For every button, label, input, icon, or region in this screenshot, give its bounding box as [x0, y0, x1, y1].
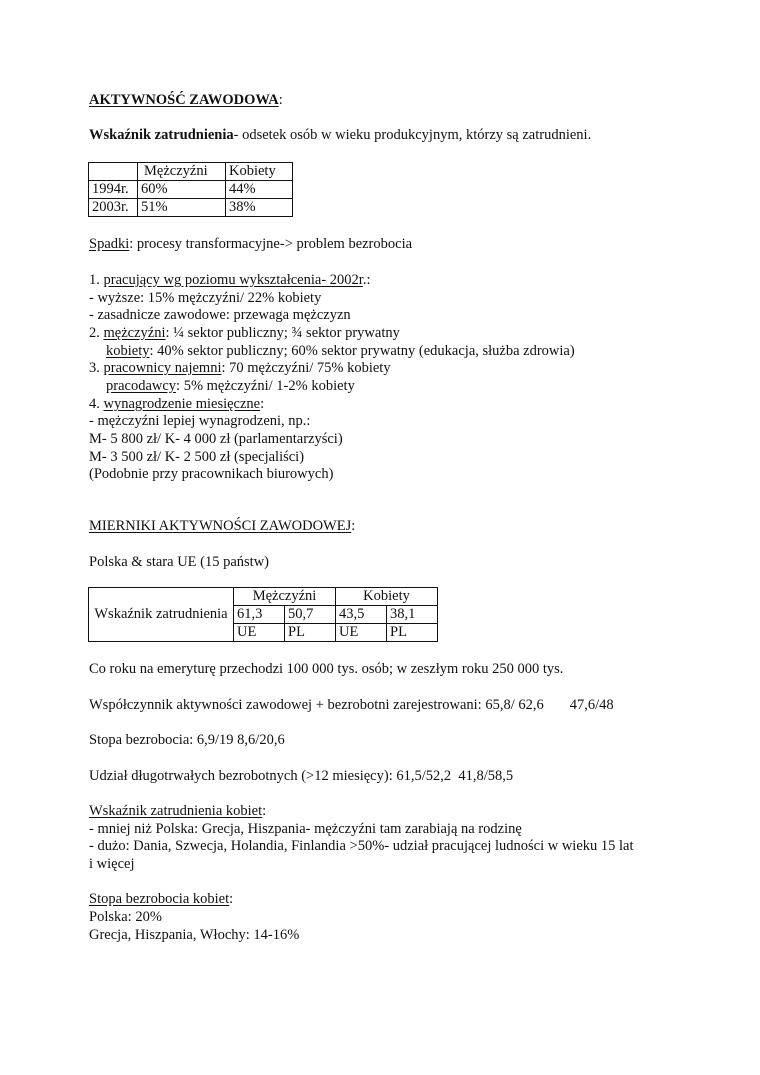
list-item: M- 3 500 zł/ K- 2 500 zł (specjaliści): [89, 449, 305, 465]
definition-text: - odsetek osób w wieku produkcyjnym, którzy są zatrudnieni.: [233, 127, 592, 143]
heading-mierniki: MIERNIKI AKTYWNOŚCI ZAWODOWEJ:: [89, 518, 356, 534]
paragraph-longterm: Udział długotrwałych bezrobotnych (>12 miesięcy): 61,5/52,2 41,8/58,5: [89, 768, 514, 784]
paragraph-unemployment: Stopa bezrobocia: 6,9/19 8,6/20,6: [89, 732, 285, 748]
list-item: i więcej: [89, 856, 135, 872]
list-item: 2. mężczyźni: ¼ sektor publiczny; ¾ sektor prywatny: [89, 325, 400, 341]
list-item: 3. pracownicy najemni: 70 mężczyźni/ 75% kobiety: [89, 360, 391, 376]
list-item: Grecja, Hiszpania, Włochy: 14-16%: [89, 927, 300, 943]
table-row: 1994r. 60% 44%: [89, 181, 293, 199]
heading-aktywnosc: AKTYWNOŚĆ ZAWODOWA:: [89, 92, 283, 108]
women-employment-title: Wskaźnik zatrudnienia kobiet:: [89, 803, 267, 819]
table-header-row: Wskaźnik zatrudnienia Mężczyźni Kobiety: [89, 588, 438, 606]
list-item: Polska: 20%: [89, 909, 162, 925]
definition-line: [89, 126, 591, 144]
list-item: 1. pracujący wg poziomu wykształcenia- 2002r.:: [89, 272, 371, 288]
paragraph-retirement: Co roku na emeryturę przechodzi 100 000 tys. osób; w zeszłym roku 250 000 tys.: [89, 661, 564, 677]
paragraph-activity-rate: Współczynnik aktywności zawodowej + bezrobotni zarejestrowani: 65,8/ 62,6 47,6/48: [89, 697, 614, 713]
list-item: M- 5 800 zł/ K- 4 000 zł (parlamentarzyści): [89, 431, 343, 447]
subtitle: Polska & stara UE (15 państw): [89, 554, 270, 570]
women-unemployment-title: Stopa bezrobocia kobiet:: [89, 891, 234, 907]
list-item: - dużo: Dania, Szwecja, Holandia, Finlandia >50%- udział pracującej ludności w wieku 15 lat: [89, 838, 634, 854]
table-row: 2003r. 51% 38%: [89, 199, 293, 217]
list-item: - wyższe: 15% mężczyźni/ 22% kobiety: [89, 290, 322, 306]
list-item: kobiety: 40% sektor publiczny; 60% sektor prywatny (edukacja, służba zdrowia): [106, 343, 575, 359]
employment-rate-table: [88, 162, 293, 217]
list-item: - mniej niż Polska: Grecja, Hiszpania- mężczyźni tam zarabiają na rodzinę: [89, 821, 522, 837]
list-item: - zasadnicze zawodowe: przewaga mężczyzn: [89, 307, 351, 323]
list-item: (Podobnie przy pracownikach biurowych): [89, 466, 334, 482]
table-header-row: Mężczyźni Kobiety: [89, 163, 293, 181]
list-item: pracodawcy: 5% mężczyźni/ 1-2% kobiety: [106, 378, 355, 394]
list-item: 4. wynagrodzenie miesięczne:: [89, 396, 265, 412]
spadki-line: Spadki: procesy transformacyjne-> problem bezrobocia: [89, 236, 413, 252]
definition-term: Wskaźnik zatrudnienia: [89, 127, 234, 143]
table-row: 61,3 50,7 43,5 38,1: [89, 606, 438, 624]
table-row: UE PL UE PL: [89, 624, 438, 642]
list-item: - mężczyźni lepiej wynagrodzeni, np.:: [89, 413, 311, 429]
measures-table: [88, 587, 438, 642]
